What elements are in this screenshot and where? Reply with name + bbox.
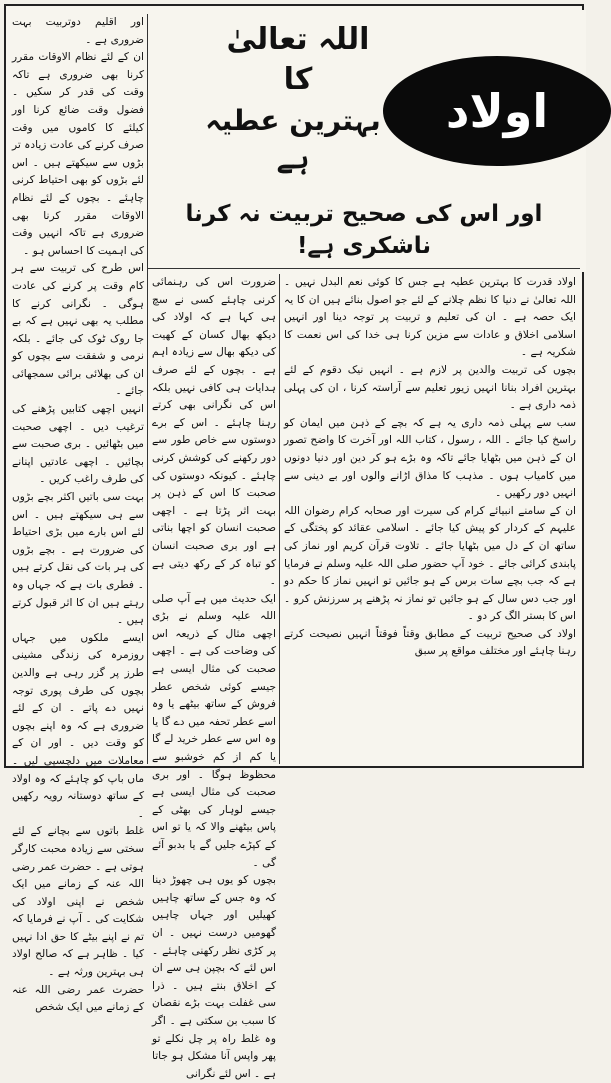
paragraph: اس طرح کی تربیت سے ہر کام وقت پر کرنے کی عادت ہوگی ۔ نگرانی کرنے کا مطلب یہ بھی نہیں ہے کہ بے جا روک ٹوک کی جائے ۔ بلکہ نرمی و شفقت سے بچوں کو ان کی بھلائی برائی سمجھائی جائے ۔	[12, 262, 144, 398]
headline-top: اللہ تعالیٰ کا	[226, 22, 370, 97]
headline-block	[148, 10, 586, 272]
paragraph: بہت سی باتیں اکثر بچے بڑوں سے ہی سیکھتے ہیں ۔ اس لئے اس بارے میں بڑی احتیاط کی ضرورت ہے ۔ بچے بڑوں کی ہر بات کی نقل کرتے ہیں ۔ فطری بات ہے کہ جہاں وہ رہتے ہیں ان کا اثر قبول کرتے ہیں ۔	[12, 491, 144, 627]
column-divider	[279, 274, 280, 764]
article-column-middle	[152, 274, 276, 1080]
logo-oval	[383, 56, 611, 166]
article-column-left	[12, 14, 144, 1014]
paragraph: بچوں کو یوں ہی چھوڑ دینا کہ وہ جس کے ساتھ چاہیں کھیلیں اور جہاں چاہیں گھومیں درست نہیں ۔ ان پر کڑی نظر رکھنی چاہئے ۔ اس لئے کہ بچپن ہی سے ان کے اخلاق بنتے ہیں ۔ ذرا سی غفلت بہت بڑے نقصان کا سبب بن سکتی ہے ۔ اگر وہ غلط راہ پر چل نکلے تو پھر واپس آنا مشکل ہو جاتا ہے ۔ اس لئے نگرانی	[152, 874, 276, 1080]
paragraph: حضرت عمر رضی اللہ عنہ کے زمانے میں ایک شخص	[12, 983, 144, 1014]
paragraph: انہیں اچھی کتابیں پڑھنے کی ترغیب دیں ۔ اچھی صحبت میں بٹھائیں ۔ بری صحبت سے بچائیں ۔ اچھی عادتیں اپنانے کی طرف راغب کریں ۔	[12, 403, 144, 486]
header-bottom-rule	[148, 268, 580, 269]
paragraph: ان کے لئے نظام الاوقات مقرر کرنا بھی ضروری ہے تاکہ وقت کی قدر کر سکیں ۔ فضول وقت ضائع کرنا اور کیلئے کا کاموں میں وقت صرف کرنے کی عادت زیادہ تر بڑوں سے سیکھتے ہیں ۔ اس لئے بڑوں کو بھی احتیاط کرنی چاہئے ۔ بچوں کے لئے نظام الاوقات مقرر کرنا بھی ضروری ہے تاکہ انہیں وقت کی اہمیت کا احساس ہو ۔	[12, 51, 144, 257]
paragraph: اور اقلیم دوتربیت بہت ضروری ہے ۔	[12, 16, 144, 46]
paragraph: اولاد کی صحیح تربیت کے مطابق وقتاً فوقتاً انہیں نصیحت کرتے رہنا چاہئے اور مختلف مواقع پر سبق	[284, 627, 576, 658]
paragraph: ان کے سامنے انبیائے کرام کی سیرت اور صحابہ کرام رضوان اللہ علیہم کے کردار کو پیش کیا جائے ۔ اسلامی عقائد کو پختگی کے ساتھ ان کے دل میں بٹھایا جائے ۔ تلاوت قرآن کریم اور نماز کی پابندی کرائی جائے ۔ خود آپ حضور صلی اللہ علیہ وسلم نے فرمایا ہے کہ جب بچے سات برس کے ہو جائیں تو انہیں نماز کا حکم دو اور جب دس سال کے ہو جائیں تو نماز نہ پڑھنے پر سرزنش کرو ۔ اس کا بستر الگ کر دو ۔	[284, 504, 576, 623]
paragraph: ضرورت اس کی رہنمائی کرنی چاہئے کسی نے سچ ہی کہا ہے کہ اولاد کی دیکھ بھال کسان کے کھیت کی دیکھ بھال سے زیادہ اہم ہے ۔ بچوں کے لئے صرف ہدایات ہی کافی نہیں بلکہ اس کی نگرانی بھی کرتے رہنا چاہئے ۔ اس کے برے دوستوں سے خاص طور سے دور رکھنے کی کوشش کرنی چاہئے ۔ کیونکہ دوستوں کی صحبت کا اس کے ذہن پر بہت اثر پڑتا ہے ۔ اچھی صحبت انسان کو اچھا بناتی ہے اور بری صحبت انسان کو تباہ کر کے رکھ دیتی ہے ۔	[152, 276, 276, 588]
headline-subtitle: اور اس کی صحیح تربیت نہ کرنا ناشکری ہے!	[185, 201, 543, 259]
paragraph: بچوں کی تربیت والدین پر لازم ہے ۔ انہیں نیک دقوم کے لئے بہترین افراد بنانا انہیں زیور تعلیم سے آراستہ کرنا ، ان کی پہلی ذمہ داری ہے ۔	[284, 363, 576, 412]
newspaper-page	[4, 4, 584, 1080]
headline-middle: بہترین عطیہ ہے	[205, 104, 381, 175]
paragraph: سب سے پہلی ذمہ داری یہ ہے کہ بچے کے ذہن میں ایمان کو راسخ کیا جائے ۔ اللہ ، رسول ، کتاب اللہ اور آخرت کا واضح تصور ان کے ذہن میں بٹھایا جائے تاکہ وہ بڑے ہو کر دین اور دنیا دونوں میں کامیاب ہوں ۔ مذہب کا مذاق اڑانے والوں اور بے دینی سے انہیں دور رکھیں ۔	[284, 416, 576, 500]
paragraph: ایسے ملکوں میں جہاں روزمرہ کی زندگی مشینی طرز پر گزر رہی ہے والدین بچوں کی طرف پوری توجہ نہیں دے پاتے ۔ ان کے لئے ضروری ہے کہ وہ اپنے بچوں کو وقت دیں ۔ اور ان کے معاملات میں دلچسپی لیں ۔ ماں باپ کو چاہئے کہ وہ اولاد کے ساتھ دوستانہ رویہ رکھیں ۔	[12, 631, 144, 820]
article-column-right	[284, 274, 576, 764]
logo-word: اولاد	[445, 84, 549, 138]
paragraph: ایک حدیث میں ہے آپ صلی اللہ علیہ وسلم نے بڑی اچھی مثال کے ذریعہ اس کی وضاحت کی ہے ۔ اچھی صحبت کی مثال ایسی ہے جیسے کوئی شخص عطر فروش کے ساتھ بیٹھے یا وہ اسے عطر تحفہ میں دے گا یا وہ اس سے عطر خرید لے گا یا کم از کم خوشبو سے محظوظ ہوگا ۔ اور بری صحبت کی مثال ایسی ہے جیسے لوہار کی بھٹی کے پاس بیٹھنے والا کہ یا تو اس کے کپڑے جلیں گے یا بدبو آئے گی ۔	[152, 592, 276, 869]
paragraph: اولاد قدرت کا بہترین عطیہ ہے جس کا کوئی نعم البدل نہیں ۔ اللہ تعالیٰ نے دنیا کا نظم چلانے کے لئے جو اصول بنائے ہیں ان کا یہ ایک حصہ ہے ۔ ان کی تعلیم و تربیت پر توجہ دینا اور انہیں اسلامی اخلاق و عادات سے مزین کرنا ہی خدا کی اس نعمت کا شکریہ ہے ۔	[284, 276, 576, 359]
paragraph: غلط باتوں سے بچانے کے لئے سختی سے زیادہ محبت کارگر ہوتی ہے ۔ حضرت عمر رضی اللہ عنہ کے زمانے میں ایک شخص نے اپنی اولاد کی شکایت کی ۔ آپ نے فرمایا کہ تم نے اپنے بیٹے کا حق ادا نہیں کیا ۔ ظاہر ہے کہ صالح اولاد ہی بہترین ورثہ ہے ۔	[12, 825, 144, 979]
